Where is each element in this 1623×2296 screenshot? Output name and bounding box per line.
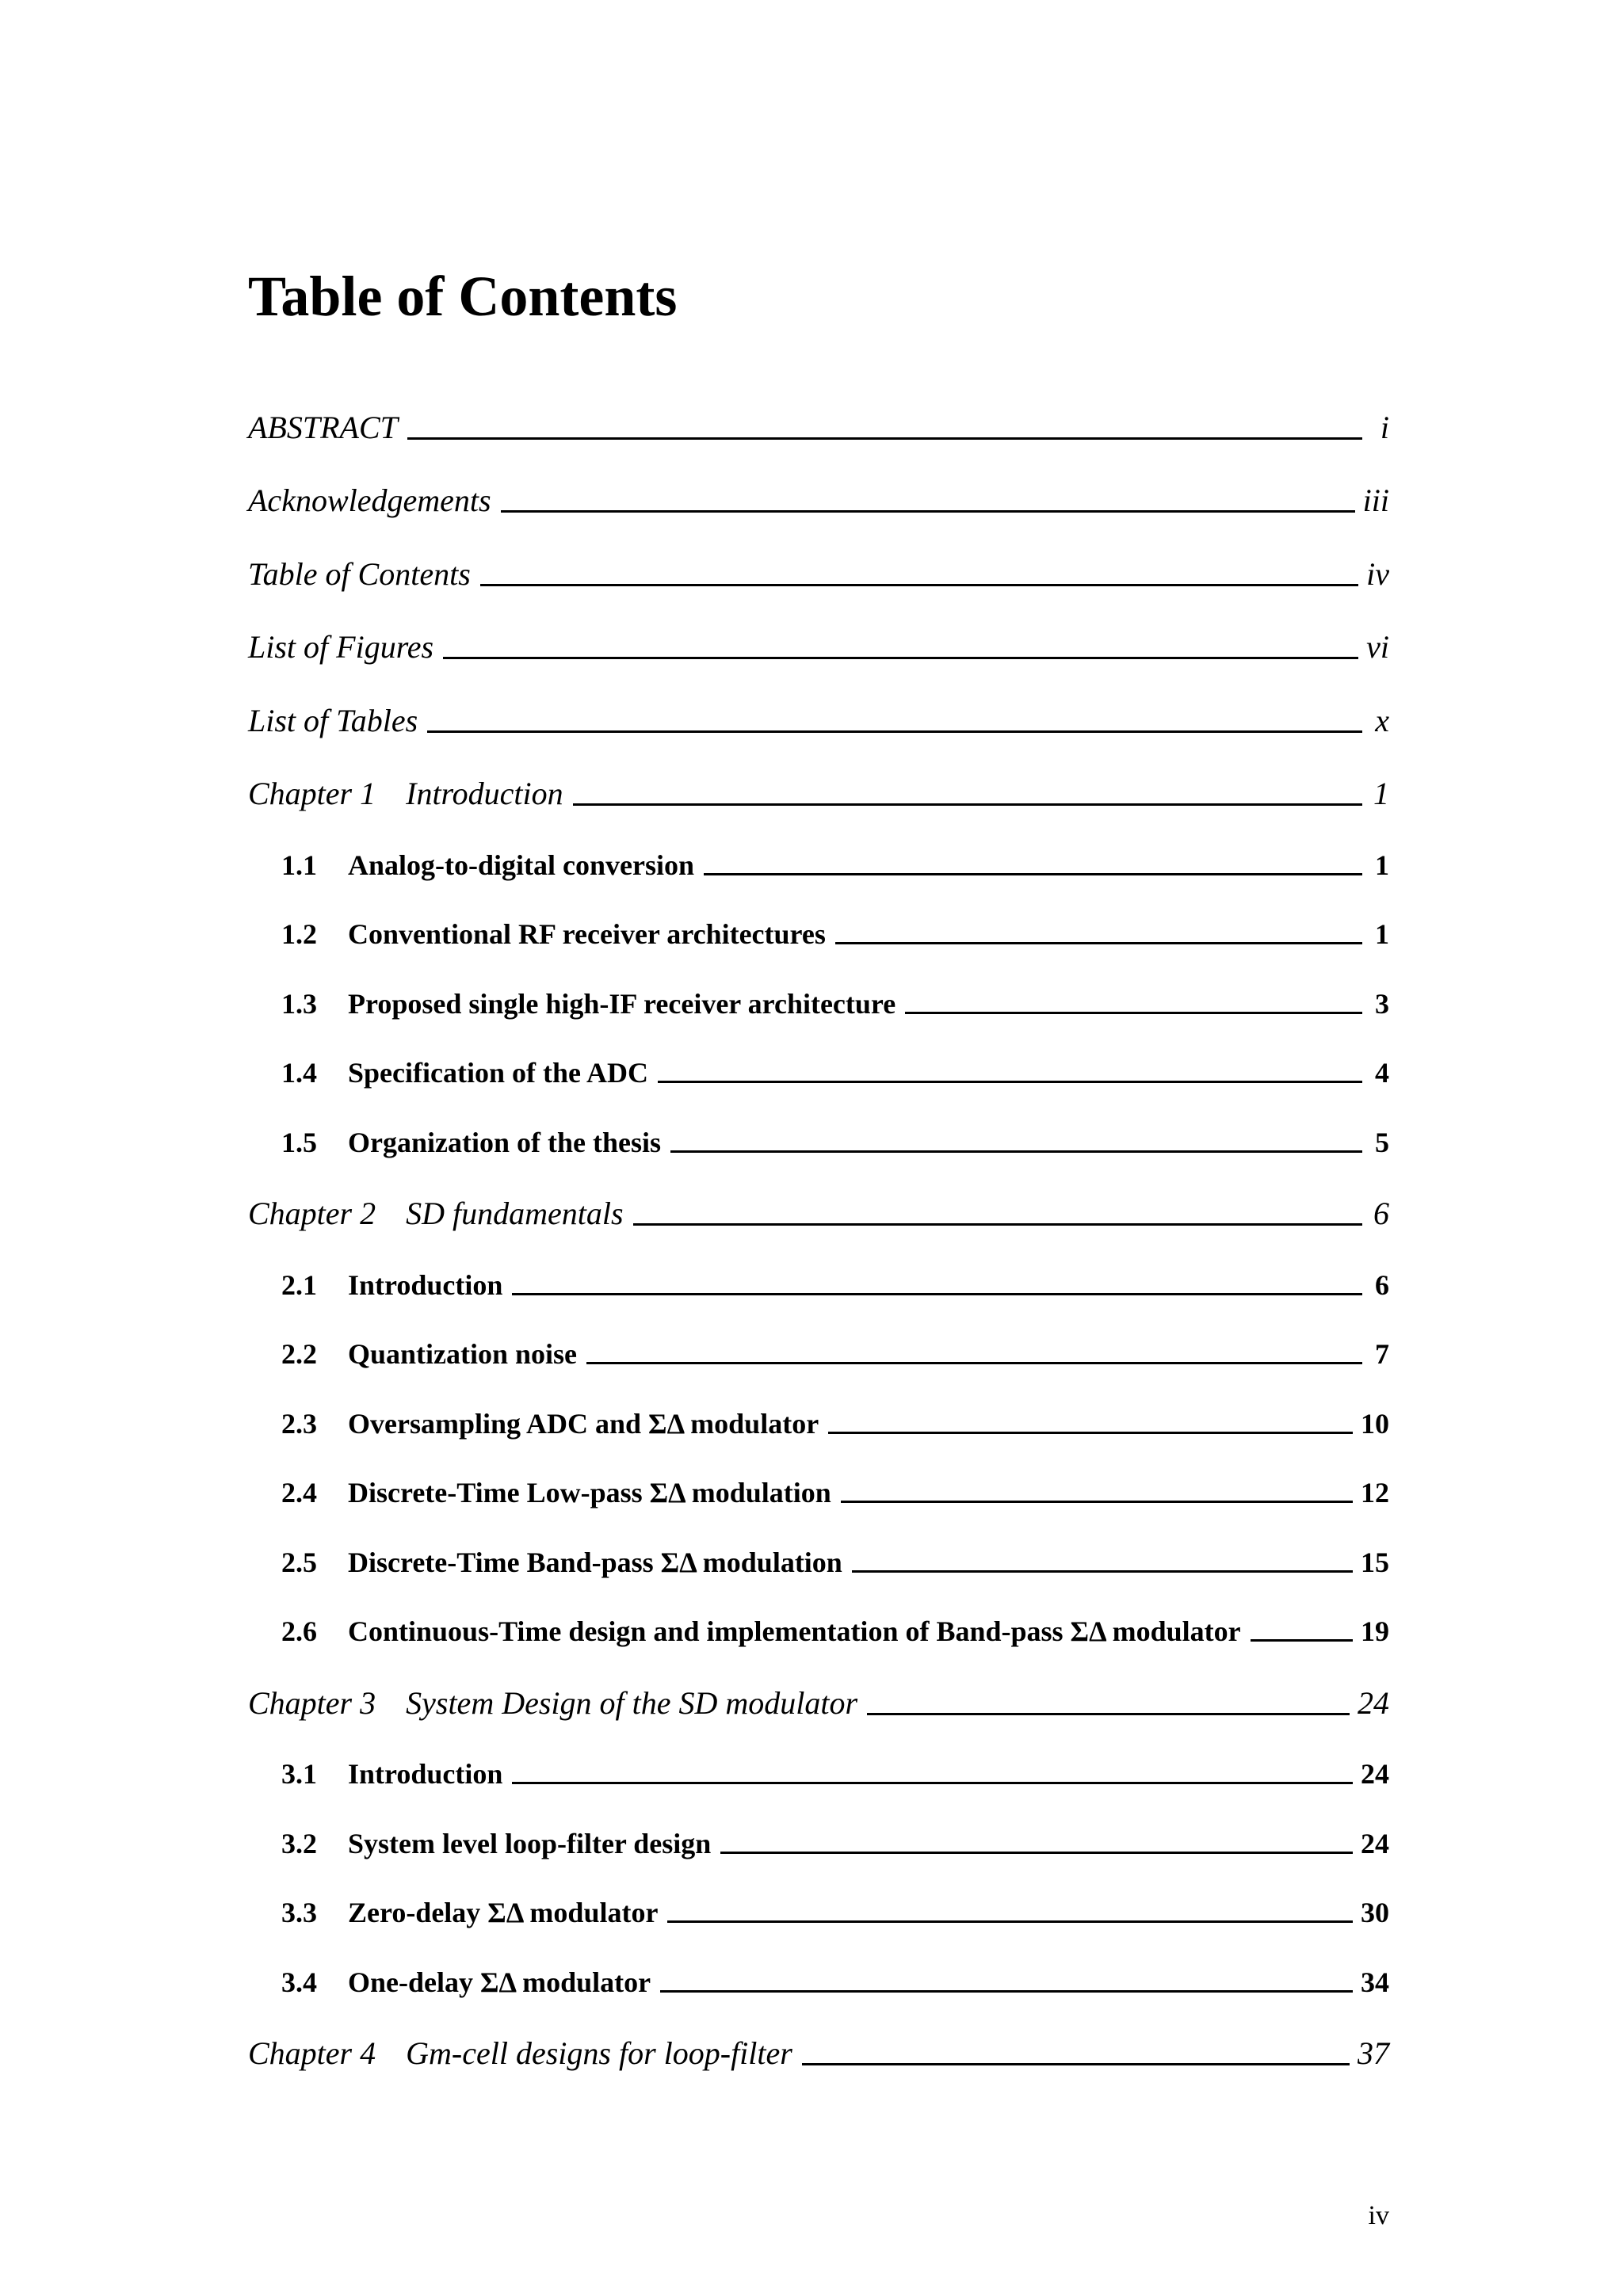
toc-section-number: 1.4 [281,1057,317,1089]
toc-page-number: i [1380,409,1389,445]
toc-entry-minor[interactable] [248,1722,1389,1791]
toc-entry-title: Quantization noise [348,1338,578,1370]
toc-entry-major[interactable] [248,739,1389,813]
toc-page-number: 1 [1375,849,1389,881]
toc-section-number: 3.2 [281,1827,317,1859]
toc-page-number: 15 [1361,1546,1389,1578]
toc-entry-title: Organization of the thesis [348,1126,661,1158]
toc-leader-line [828,1432,1353,1434]
toc-page-number: 34 [1361,1966,1389,1998]
toc-page-number: 24 [1361,1758,1389,1790]
toc-leader-line [905,1012,1362,1014]
toc-entry-title: Table of Contents [248,555,471,592]
toc-section-number: 1.3 [281,987,317,1020]
toc-section-number: 3.4 [281,1966,317,1998]
toc-leader-line [852,1570,1353,1573]
toc-leader-line [512,1293,1362,1295]
toc-section-number: 2.4 [281,1477,317,1508]
toc-leader-line [443,657,1358,659]
toc-entry-title: List of Tables [248,702,418,738]
toc-section-number: 3.1 [281,1758,317,1790]
toc-leader-line [704,873,1362,875]
toc-section-number: 1.5 [281,1126,317,1158]
toc-page-number: 7 [1375,1338,1389,1370]
toc-entry-title: List of Figures [248,629,434,665]
toc-section-number: 2.6 [281,1615,317,1647]
toc-leader-line [720,1852,1353,1854]
toc-leader-line [501,510,1355,513]
page-number: iv [1368,2201,1389,2230]
toc-entry-minor[interactable] [248,882,1389,952]
toc-leader-line [867,1713,1350,1715]
toc-entry-major[interactable] [248,1159,1389,1233]
toc-chapter-label: Chapter 2 [248,1196,376,1231]
toc-leader-line [633,1223,1362,1226]
toc-chapter-label: Chapter 1 [248,776,376,811]
toc-leader-line [670,1150,1362,1153]
toc-entry-minor[interactable] [248,1509,1389,1579]
toc-entry-title: One-delay ΣΔ modulator [348,1966,651,1998]
toc-entry-title: Zero-delay ΣΔ modulator [348,1897,659,1928]
toc-page-number: 10 [1361,1407,1389,1440]
toc-page-number: 6 [1373,1196,1389,1231]
toc-page-number: 4 [1375,1057,1389,1089]
toc-leader-line [667,1920,1353,1923]
toc-entry-minor[interactable] [248,951,1389,1020]
toc-entry-minor[interactable] [248,1302,1389,1371]
toc-chapter-label: Chapter 3 [248,1684,376,1721]
toc-entry-title: Specification of the ADC [348,1057,648,1089]
toc-page-number: 5 [1375,1126,1389,1158]
toc-entry-minor[interactable] [248,1020,1389,1090]
toc-entry-title: Gm-cell designs for loop-filter [406,2035,792,2071]
toc-section-number: 2.2 [281,1338,317,1370]
toc-leader-line [841,1501,1353,1503]
toc-entry-title: Introduction [348,1268,503,1301]
toc-leader-line [573,803,1362,806]
toc-entry-title: System level loop-filter design [348,1827,712,1859]
toc-page-number: 24 [1361,1827,1389,1859]
toc-entry-minor[interactable] [248,1371,1389,1440]
toc-page-number: 6 [1375,1268,1389,1301]
toc-page-number: 3 [1375,987,1389,1020]
toc-section-number: 3.3 [281,1897,317,1928]
toc-entry-minor[interactable] [248,812,1389,882]
toc-entry-title: Acknowledgements [248,482,491,518]
toc-entry-minor[interactable] [248,1860,1389,1930]
toc-entry-major[interactable] [248,372,1389,446]
toc-section-number: 1.1 [281,849,317,881]
toc-section-number: 2.5 [281,1546,317,1578]
page-title: Table of Contents [248,265,678,329]
toc-entry-minor[interactable] [248,1089,1389,1159]
toc-section-number: 1.2 [281,918,317,950]
toc-entry-title: ABSTRACT [248,409,398,445]
toc-entry-title: Proposed single high-IF receiver architecture [348,987,896,1020]
toc-entry-title: Discrete-Time Low-pass ΣΔ modulation [348,1477,831,1508]
toc-leader-line [407,437,1362,440]
toc-entry-major[interactable] [248,666,1389,739]
toc-leader-line [835,942,1362,944]
toc-entry-major[interactable] [248,519,1389,593]
toc-leader-line [1251,1639,1353,1642]
toc-entry-title: Continuous-Time design and implementation of Band-pass ΣΔ modulator [348,1615,1241,1647]
toc-section-number: 2.3 [281,1407,317,1440]
toc-entry-minor[interactable] [248,1791,1389,1860]
toc-entry-title: Analog-to-digital conversion [348,849,694,881]
toc-page-number: 37 [1358,2035,1389,2071]
toc-list [248,372,1389,2072]
toc-entry-minor[interactable] [248,1579,1389,1649]
toc-section-number: 2.1 [281,1268,317,1301]
toc-page-number: x [1375,702,1389,738]
toc-page-number: 19 [1361,1615,1389,1647]
toc-page-number: iii [1362,482,1389,518]
toc-leader-line [480,584,1358,586]
toc-entry-title: System Design of the SD modulator [406,1684,858,1721]
toc-entry-minor[interactable] [248,1232,1389,1302]
toc-entry-minor[interactable] [248,1440,1389,1510]
toc-leader-line [802,2063,1350,2065]
toc-entry-major[interactable] [248,1999,1389,2073]
toc-entry-title: Conventional RF receiver architectures [348,918,826,950]
toc-entry-minor[interactable] [248,1929,1389,1999]
toc-leader-line [586,1362,1362,1364]
toc-page-number: 12 [1361,1477,1389,1508]
toc-leader-line [512,1782,1353,1784]
toc-page-number: 24 [1358,1684,1389,1721]
toc-entry-title: Oversampling ADC and ΣΔ modulator [348,1407,819,1440]
toc-page-number: 30 [1361,1897,1389,1928]
toc-entry-title: Introduction [406,776,563,811]
toc-page-number: vi [1366,629,1389,665]
toc-leader-line [660,1990,1353,1993]
toc-entry-major[interactable] [248,1648,1389,1722]
toc-chapter-label: Chapter 4 [248,2035,376,2071]
toc-page-number: 1 [1375,918,1389,950]
toc-page-number: iv [1366,555,1389,592]
toc-entry-major[interactable] [248,593,1389,666]
toc-page-number: 1 [1373,776,1389,811]
toc-entry-major[interactable] [248,446,1389,520]
toc-entry-title: Discrete-Time Band-pass ΣΔ modulation [348,1546,842,1578]
toc-leader-line [658,1081,1362,1083]
toc-entry-title: SD fundamentals [406,1196,624,1231]
toc-entry-title: Introduction [348,1758,503,1790]
toc-leader-line [427,730,1362,733]
